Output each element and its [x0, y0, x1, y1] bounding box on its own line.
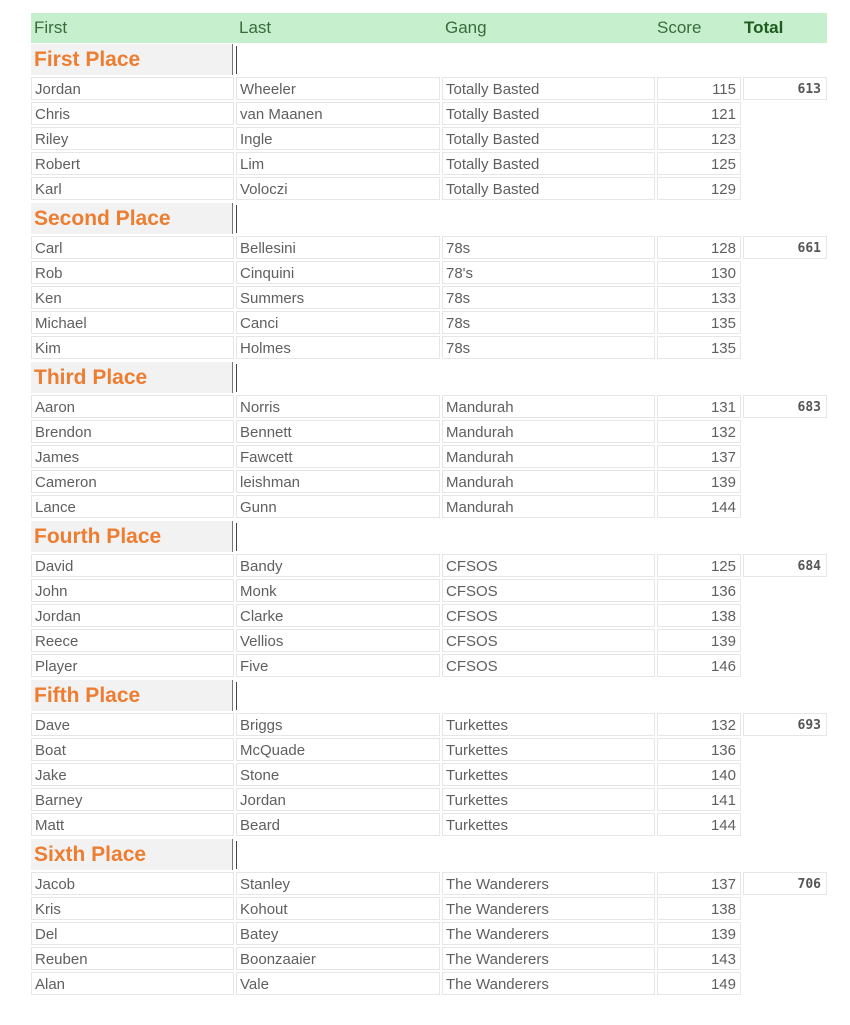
- cell-last[interactable]: Voloczi: [236, 177, 440, 200]
- cell-first[interactable]: Carl: [31, 236, 234, 259]
- cell-total[interactable]: 661: [743, 236, 827, 259]
- cell-score[interactable]: 121: [657, 102, 741, 125]
- cell-total[interactable]: 684: [743, 554, 827, 577]
- cell-score[interactable]: 139: [657, 922, 741, 945]
- cell-first[interactable]: David: [31, 554, 234, 577]
- cell-first[interactable]: Ken: [31, 286, 234, 309]
- cell-score[interactable]: 130: [657, 261, 741, 284]
- cell-gang[interactable]: 78s: [442, 311, 655, 334]
- cell-last[interactable]: Five: [236, 654, 440, 677]
- table-row: [31, 897, 827, 921]
- table-row: [31, 395, 827, 419]
- cell-last[interactable]: Norris: [236, 395, 440, 418]
- section-header: [31, 679, 827, 713]
- header-last[interactable]: Last: [239, 18, 272, 37]
- cell-total[interactable]: 683: [743, 395, 827, 418]
- cell-score[interactable]: 135: [657, 311, 741, 334]
- cell-total[interactable]: [743, 495, 827, 518]
- table-row: [31, 261, 827, 285]
- cell-first[interactable]: Dave: [31, 713, 234, 736]
- cell-divider: [236, 364, 237, 392]
- cell-gang[interactable]: Totally Basted: [442, 152, 655, 175]
- cell-score[interactable]: 149: [657, 972, 741, 995]
- cell-score[interactable]: 125: [657, 554, 741, 577]
- section-header: [31, 361, 827, 395]
- cell-last[interactable]: Ingle: [236, 127, 440, 150]
- cell-gang[interactable]: The Wanderers: [442, 872, 655, 895]
- cell-first[interactable]: Reuben: [31, 947, 234, 970]
- section-title[interactable]: Fifth Place: [31, 680, 233, 711]
- cell-divider: [236, 841, 237, 869]
- section-title[interactable]: Sixth Place: [31, 839, 233, 870]
- table-row: [31, 177, 827, 201]
- header-gang[interactable]: Gang: [445, 18, 487, 37]
- section-header: [31, 43, 827, 77]
- cell-first[interactable]: Alan: [31, 972, 234, 995]
- cell-last[interactable]: Bellesini: [236, 236, 440, 259]
- cell-last[interactable]: Jordan: [236, 788, 440, 811]
- table-row: [31, 311, 827, 335]
- cell-last[interactable]: Summers: [236, 286, 440, 309]
- cell-gang[interactable]: Turkettes: [442, 813, 655, 836]
- cell-first[interactable]: Jordan: [31, 77, 234, 100]
- cell-score[interactable]: 135: [657, 336, 741, 359]
- cell-gang[interactable]: Totally Basted: [442, 77, 655, 100]
- cell-score[interactable]: 123: [657, 127, 741, 150]
- table-row: [31, 286, 827, 310]
- cell-gang[interactable]: Totally Basted: [442, 127, 655, 150]
- cell-score[interactable]: 146: [657, 654, 741, 677]
- cell-divider: [236, 46, 237, 74]
- cell-first[interactable]: Robert: [31, 152, 234, 175]
- cell-first[interactable]: Kris: [31, 897, 234, 920]
- cell-score[interactable]: 140: [657, 763, 741, 786]
- results-sheet: [31, 13, 827, 997]
- cell-last[interactable]: van Maanen: [236, 102, 440, 125]
- cell-score[interactable]: 136: [657, 579, 741, 602]
- cell-gang[interactable]: Mandurah: [442, 395, 655, 418]
- cell-last[interactable]: Briggs: [236, 713, 440, 736]
- cell-total[interactable]: [743, 738, 827, 761]
- table-row: [31, 872, 827, 896]
- cell-total[interactable]: [743, 470, 827, 493]
- table-row: [31, 579, 827, 603]
- cell-last[interactable]: Cinquini: [236, 261, 440, 284]
- cell-last[interactable]: Fawcett: [236, 445, 440, 468]
- cell-last[interactable]: Canci: [236, 311, 440, 334]
- cell-total[interactable]: [743, 788, 827, 811]
- cell-total[interactable]: [743, 152, 827, 175]
- cell-score[interactable]: 144: [657, 495, 741, 518]
- table-row: [31, 445, 827, 469]
- cell-score[interactable]: 115: [657, 77, 741, 100]
- cell-first[interactable]: Aaron: [31, 395, 234, 418]
- table-row: [31, 236, 827, 260]
- cell-total[interactable]: 693: [743, 713, 827, 736]
- cell-last[interactable]: Vale: [236, 972, 440, 995]
- cell-last[interactable]: Batey: [236, 922, 440, 945]
- cell-total[interactable]: 706: [743, 872, 827, 895]
- cell-total[interactable]: [743, 947, 827, 970]
- cell-total[interactable]: [743, 604, 827, 627]
- table-row: [31, 738, 827, 762]
- table-row: [31, 152, 827, 176]
- header-first[interactable]: First: [34, 18, 68, 37]
- cell-first[interactable]: Chris: [31, 102, 234, 125]
- cell-last[interactable]: Clarke: [236, 604, 440, 627]
- cell-gang[interactable]: CFSOS: [442, 554, 655, 577]
- cell-first[interactable]: Reece: [31, 629, 234, 652]
- cell-last[interactable]: Kohout: [236, 897, 440, 920]
- sections-container: [31, 43, 827, 996]
- cell-total[interactable]: [743, 420, 827, 443]
- cell-total[interactable]: [743, 311, 827, 334]
- cell-gang[interactable]: Turkettes: [442, 763, 655, 786]
- cell-last[interactable]: Stanley: [236, 872, 440, 895]
- cell-last[interactable]: Gunn: [236, 495, 440, 518]
- cell-first[interactable]: Jordan: [31, 604, 234, 627]
- cell-score[interactable]: 138: [657, 897, 741, 920]
- cell-last[interactable]: Lim: [236, 152, 440, 175]
- cell-score[interactable]: 132: [657, 420, 741, 443]
- cell-score[interactable]: 139: [657, 470, 741, 493]
- table-row: [31, 336, 827, 360]
- cell-last[interactable]: Stone: [236, 763, 440, 786]
- cell-last[interactable]: Monk: [236, 579, 440, 602]
- cell-gang[interactable]: 78s: [442, 336, 655, 359]
- cell-score[interactable]: 128: [657, 236, 741, 259]
- cell-first[interactable]: Jake: [31, 763, 234, 786]
- section-title[interactable]: First Place: [31, 44, 233, 75]
- cell-total[interactable]: [743, 102, 827, 125]
- table-row: [31, 604, 827, 628]
- cell-gang[interactable]: CFSOS: [442, 604, 655, 627]
- cell-total[interactable]: [743, 763, 827, 786]
- cell-gang[interactable]: CFSOS: [442, 629, 655, 652]
- cell-score[interactable]: 125: [657, 152, 741, 175]
- table-row: [31, 102, 827, 126]
- cell-last[interactable]: Bennett: [236, 420, 440, 443]
- cell-gang[interactable]: Totally Basted: [442, 177, 655, 200]
- cell-gang[interactable]: Totally Basted: [442, 102, 655, 125]
- cell-gang[interactable]: 78s: [442, 236, 655, 259]
- table-row: [31, 713, 827, 737]
- cell-last[interactable]: Bandy: [236, 554, 440, 577]
- cell-gang[interactable]: The Wanderers: [442, 947, 655, 970]
- cell-score[interactable]: 144: [657, 813, 741, 836]
- cell-last[interactable]: Holmes: [236, 336, 440, 359]
- cell-gang[interactable]: The Wanderers: [442, 897, 655, 920]
- table-row: [31, 788, 827, 812]
- cell-total[interactable]: [743, 286, 827, 309]
- cell-first[interactable]: Barney: [31, 788, 234, 811]
- table-row: [31, 495, 827, 519]
- cell-last[interactable]: Vellios: [236, 629, 440, 652]
- cell-total[interactable]: [743, 177, 827, 200]
- section-title[interactable]: Third Place: [31, 362, 233, 393]
- table-row: [31, 554, 827, 578]
- cell-gang[interactable]: Mandurah: [442, 470, 655, 493]
- table-row: [31, 813, 827, 837]
- cell-gang[interactable]: CFSOS: [442, 579, 655, 602]
- cell-first[interactable]: Michael: [31, 311, 234, 334]
- cell-total[interactable]: [743, 336, 827, 359]
- cell-total[interactable]: [743, 445, 827, 468]
- cell-score[interactable]: 139: [657, 629, 741, 652]
- table-row: [31, 922, 827, 946]
- cell-divider: [236, 523, 237, 551]
- cell-gang[interactable]: 78s: [442, 286, 655, 309]
- section-header: [31, 202, 827, 236]
- cell-first[interactable]: Del: [31, 922, 234, 945]
- cell-gang[interactable]: CFSOS: [442, 654, 655, 677]
- cell-last[interactable]: Boonzaaier: [236, 947, 440, 970]
- cell-score[interactable]: 141: [657, 788, 741, 811]
- table-row: [31, 972, 827, 996]
- cell-first[interactable]: Kim: [31, 336, 234, 359]
- cell-total[interactable]: [743, 654, 827, 677]
- cell-total[interactable]: [743, 813, 827, 836]
- section-title[interactable]: Fourth Place: [31, 521, 233, 552]
- cell-score[interactable]: 131: [657, 395, 741, 418]
- cell-total[interactable]: [743, 629, 827, 652]
- cell-gang[interactable]: 78's: [442, 261, 655, 284]
- section-header: [31, 838, 827, 872]
- cell-gang[interactable]: The Wanderers: [442, 922, 655, 945]
- table-row: [31, 947, 827, 971]
- table-row: [31, 420, 827, 444]
- cell-first[interactable]: Player: [31, 654, 234, 677]
- cell-first[interactable]: Cameron: [31, 470, 234, 493]
- cell-total[interactable]: [743, 972, 827, 995]
- cell-divider: [236, 205, 237, 233]
- cell-first[interactable]: Lance: [31, 495, 234, 518]
- cell-score[interactable]: 136: [657, 738, 741, 761]
- cell-gang[interactable]: Turkettes: [442, 788, 655, 811]
- cell-gang[interactable]: Mandurah: [442, 445, 655, 468]
- cell-gang[interactable]: Turkettes: [442, 738, 655, 761]
- cell-total[interactable]: [743, 897, 827, 920]
- table-row: [31, 127, 827, 151]
- cell-first[interactable]: Riley: [31, 127, 234, 150]
- section-title[interactable]: Second Place: [31, 203, 233, 234]
- header-row: [31, 13, 827, 43]
- cell-score[interactable]: 133: [657, 286, 741, 309]
- cell-first[interactable]: Brendon: [31, 420, 234, 443]
- cell-first[interactable]: James: [31, 445, 234, 468]
- cell-first[interactable]: Boat: [31, 738, 234, 761]
- cell-total[interactable]: 613: [743, 77, 827, 100]
- cell-score[interactable]: 137: [657, 445, 741, 468]
- cell-score[interactable]: 137: [657, 872, 741, 895]
- cell-score[interactable]: 138: [657, 604, 741, 627]
- cell-gang[interactable]: Turkettes: [442, 713, 655, 736]
- cell-score[interactable]: 129: [657, 177, 741, 200]
- cell-gang[interactable]: The Wanderers: [442, 972, 655, 995]
- cell-score[interactable]: 132: [657, 713, 741, 736]
- cell-first[interactable]: Jacob: [31, 872, 234, 895]
- cell-first[interactable]: John: [31, 579, 234, 602]
- cell-first[interactable]: Rob: [31, 261, 234, 284]
- table-row: [31, 654, 827, 678]
- section-header: [31, 520, 827, 554]
- cell-last[interactable]: Wheeler: [236, 77, 440, 100]
- cell-first[interactable]: Matt: [31, 813, 234, 836]
- header-score[interactable]: Score: [657, 18, 702, 37]
- table-row: [31, 629, 827, 653]
- table-row: [31, 77, 827, 101]
- header-total[interactable]: Total: [744, 18, 784, 37]
- cell-total[interactable]: [743, 579, 827, 602]
- cell-divider: [236, 682, 237, 710]
- cell-last[interactable]: Beard: [236, 813, 440, 836]
- cell-total[interactable]: [743, 922, 827, 945]
- cell-score[interactable]: 143: [657, 947, 741, 970]
- cell-last[interactable]: leishman: [236, 470, 440, 493]
- cell-total[interactable]: [743, 261, 827, 284]
- table-row: [31, 470, 827, 494]
- cell-gang[interactable]: Mandurah: [442, 495, 655, 518]
- cell-gang[interactable]: Mandurah: [442, 420, 655, 443]
- cell-first[interactable]: Karl: [31, 177, 234, 200]
- table-row: [31, 763, 827, 787]
- cell-last[interactable]: McQuade: [236, 738, 440, 761]
- cell-total[interactable]: [743, 127, 827, 150]
